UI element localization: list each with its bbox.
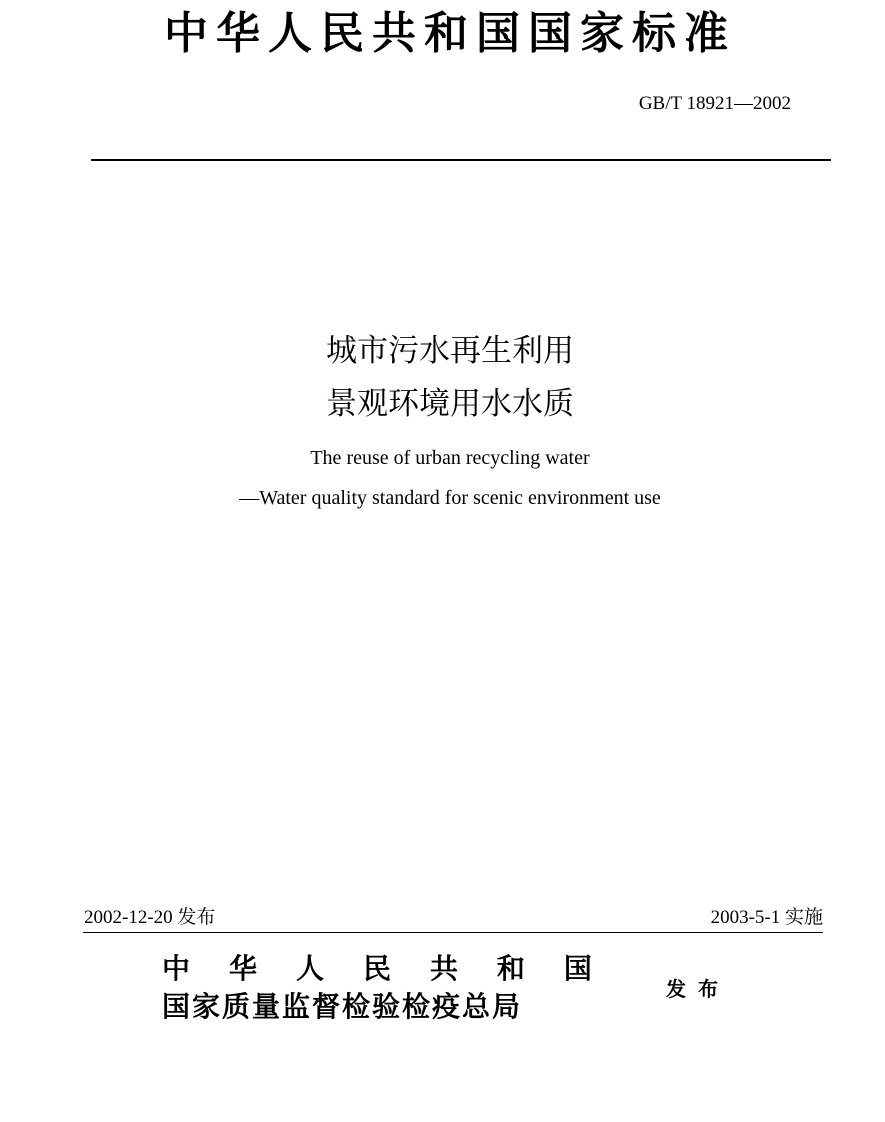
publish-label: 发布 [666, 977, 730, 1001]
bottom-divider [83, 932, 823, 933]
title-zh-line2: 景观环境用水水质 [326, 386, 574, 422]
issuer-country-char: 人 [295, 952, 324, 985]
effective-date: 2003-5-1 实施 [710, 907, 823, 928]
title-en-line1: The reuse of urban recycling water [310, 447, 590, 469]
issuer-country-char: 中 [162, 952, 191, 985]
title-en-line2: —Water quality standard for scenic environment use [239, 487, 661, 509]
issuer-agency: 国家质量监督检验检疫总局 [162, 990, 523, 1023]
issuer-country-char: 民 [362, 952, 391, 985]
top-divider [91, 159, 831, 161]
issue-date: 2002-12-20 发布 [84, 907, 216, 928]
standard-code: GB/T 18921—2002 [638, 93, 791, 114]
issuer-country-char: 和 [496, 952, 525, 985]
header-title: 中华人民共和国国家标准 [164, 8, 736, 59]
issuer-country-char: 共 [429, 952, 458, 985]
issuer-country-char: 国 [563, 952, 592, 985]
issuer-country [162, 952, 592, 986]
issuer-country-char: 华 [228, 952, 257, 985]
title-zh-line1: 城市污水再生利用 [326, 333, 574, 369]
